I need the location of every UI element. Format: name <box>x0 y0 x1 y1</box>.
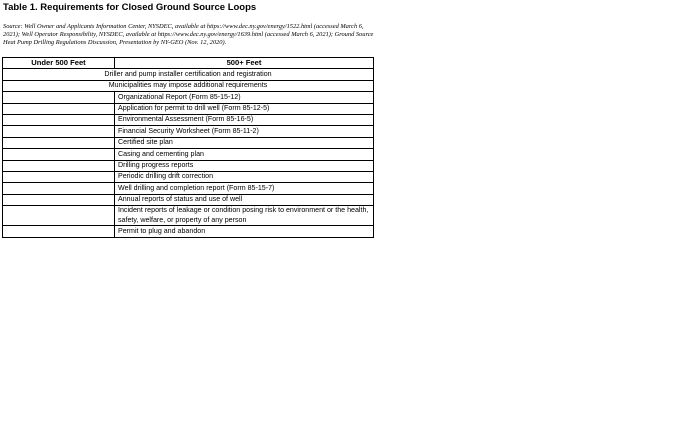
requirement-cell: Drilling progress reports <box>115 160 374 171</box>
empty-cell <box>3 171 115 182</box>
empty-cell <box>3 226 115 237</box>
table-row <box>3 149 374 160</box>
column-header-500-plus: 500+ Feet <box>115 58 374 69</box>
requirement-cell: Financial Security Worksheet (Form 85-11-2) <box>115 126 374 137</box>
empty-cell <box>3 160 115 171</box>
table-title: Table 1. Requirements for Closed Ground Source Loops <box>3 2 257 13</box>
empty-cell <box>3 149 115 160</box>
requirement-cell: Organizational Report (Form 85-15-12) <box>115 92 374 103</box>
empty-cell <box>3 194 115 205</box>
requirement-cell: Casing and cementing plan <box>115 149 374 160</box>
requirement-cell: Annual reports of status and use of well <box>115 194 374 205</box>
table-row <box>3 69 374 80</box>
table-row <box>3 171 374 182</box>
table-row <box>3 114 374 125</box>
table-row <box>3 206 374 226</box>
empty-cell <box>3 103 115 114</box>
empty-cell <box>3 206 115 226</box>
source-line: Heat Pump Drilling Regulations Discussion, Presentation by NY-GEO (Nov. 12, 2020). <box>3 39 227 47</box>
table-row <box>3 160 374 171</box>
source-line: Source: Well Owner and Applicants Information Center, NYSDEC, available at https://www.dec.ny.gov/energy/1522.html (accessed March 6, <box>3 23 364 30</box>
empty-cell <box>3 126 115 137</box>
table-row <box>3 80 374 91</box>
empty-cell <box>3 114 115 125</box>
table-row <box>3 183 374 194</box>
table-row <box>3 226 374 237</box>
empty-cell <box>3 137 115 148</box>
source-citation <box>3 23 443 48</box>
requirements-table <box>2 57 374 238</box>
empty-cell <box>3 183 115 194</box>
table-row <box>3 194 374 205</box>
requirement-cell: Application for permit to drill well (Form 85-12-5) <box>115 103 374 114</box>
shared-requirement-cell: Municipalities may impose additional requirements <box>3 80 374 91</box>
empty-cell <box>3 92 115 103</box>
requirement-cell: Incident reports of leakage or condition posing risk to environment or the health, safety, welfare, or property of any person <box>115 206 374 226</box>
requirement-cell: Periodic drilling drift correction <box>115 171 374 182</box>
table-row <box>3 92 374 103</box>
table-row <box>3 126 374 137</box>
header-row <box>3 58 374 69</box>
table-row <box>3 103 374 114</box>
column-header-under-500: Under 500 Feet <box>3 58 115 69</box>
shared-requirement-cell: Driller and pump installer certification and registration <box>3 69 374 80</box>
requirement-cell: Permit to plug and abandon <box>115 226 374 237</box>
requirement-cell: Environmental Assessment (Form 85-16-5) <box>115 114 374 125</box>
requirement-cell: Well drilling and completion report (Form 85-15-7) <box>115 183 374 194</box>
source-line: 2021); Well Operator Responsibility, NYSDEC, available at https://www.dec.ny.gov/energy/1639.html (accessed March 6, 2021); Ground Source <box>3 31 374 39</box>
requirement-cell: Certified site plan <box>115 137 374 148</box>
table-row <box>3 137 374 148</box>
